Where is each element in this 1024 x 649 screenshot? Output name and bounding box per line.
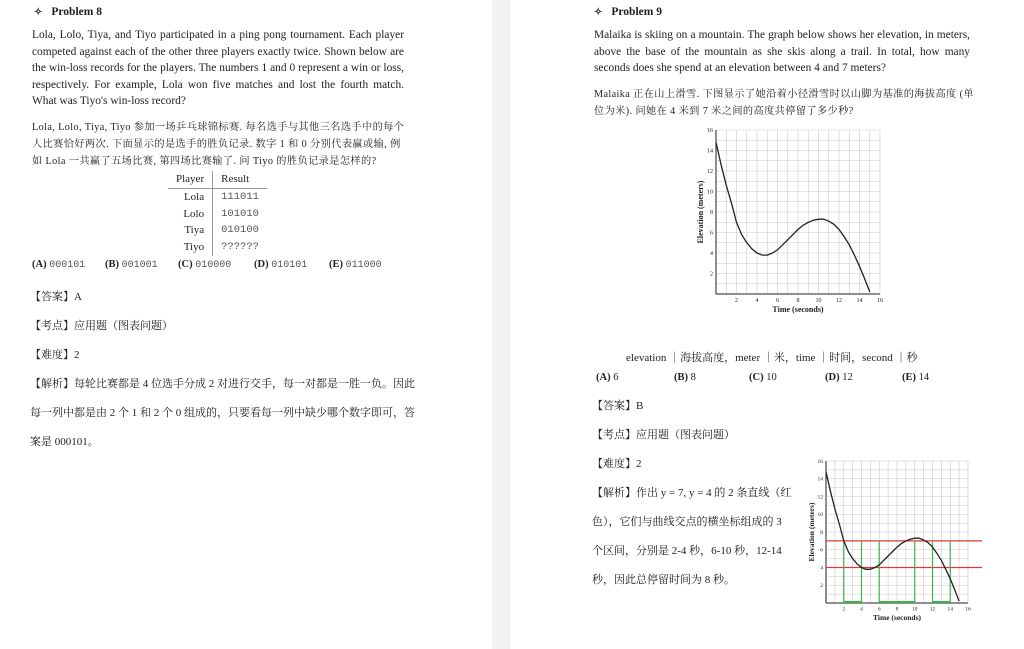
- answer: 【答案】B: [592, 400, 644, 412]
- analysis-line-4: 秒，因此总停留时间为 8 秒。: [592, 574, 735, 586]
- y-tick-label: 16: [817, 458, 823, 465]
- choice-b: [105, 259, 158, 271]
- problem-8-english: Lola, Lolo, Tiya, and Tiyo participated in a ping pong tournament. Each player competed against each of the other three players exactly twice. Shown below are the win-loss records for the players. The numbers 1 and 0 represent a win or loss, respectively. For example, Lola won five matches and lost the fourth match. What was Tiyo's win-loss record?: [32, 29, 404, 108]
- x-tick-label: 8: [796, 298, 800, 304]
- elevation-curve: [826, 472, 959, 602]
- diamond-icon: ✧: [594, 7, 603, 18]
- table-cell-player: Tiya: [168, 222, 213, 239]
- x-tick-label: 6: [776, 298, 779, 304]
- choice-label: (D): [254, 259, 269, 270]
- problem-8-title-text: Problem 8: [51, 6, 102, 18]
- y-axis-label: Elevation (meters): [806, 502, 816, 562]
- choice-value: 10: [766, 372, 777, 383]
- choice-value: 14: [918, 372, 930, 383]
- analysis-line-1: 【解析】作出 y = 7, y = 4 的 2 条直线（红: [592, 487, 792, 499]
- choice-value: 001001: [121, 260, 158, 271]
- table-cell-result: 010100: [221, 224, 259, 237]
- x-tick-label: 2: [735, 298, 738, 304]
- choice-label: (A): [32, 259, 47, 270]
- choice-d: [825, 372, 853, 383]
- problem-8-chinese: Lola, Lolo, Tiya, Tiyo 参加一场乒乓球锦标赛. 每名选手与其他三名选手中的每个人比赛恰好两次. 下面显示的是选手的胜负记录. 数字 1 和 0 分别代表赢或输, 例如 Lola 一共赢了五场比赛, 第四场比赛输了. 问 Tiyo 的胜负记录是怎样的?: [32, 122, 405, 167]
- choice-a: [596, 372, 618, 383]
- choice-label: (A): [596, 372, 611, 383]
- y-tick-label: 12: [817, 494, 823, 501]
- choice-value: 011000: [345, 260, 382, 271]
- choice-e: [902, 372, 929, 383]
- y-tick-label: 14: [817, 476, 823, 483]
- choice-value: 8: [690, 372, 696, 383]
- choice-c: [749, 372, 777, 383]
- problem-9-english: Malaika is skiing on a mountain. The graph below shows her elevation, in meters, above the base of the mountain as she skis along a trail. In total, how many seconds does she spend at an elevation between 4 and 7 meters?: [594, 29, 970, 75]
- y-axis-label: Elevation (meters): [695, 180, 705, 244]
- x-tick-label: 8: [895, 606, 899, 613]
- x-axis-label: Time (seconds): [873, 613, 921, 622]
- y-tick-label: 10: [817, 512, 823, 519]
- choice-label: (C): [178, 259, 193, 270]
- choice-value: 010101: [271, 260, 308, 271]
- x-tick-label: 16: [877, 298, 883, 304]
- page-gutter: [492, 0, 510, 649]
- analysis-line-3: 案是 000101。: [30, 436, 99, 448]
- problem-8-title: [34, 6, 102, 18]
- choice-label: (B): [674, 372, 688, 383]
- table-cell-result: 101010: [221, 207, 259, 220]
- choice-d: [254, 259, 307, 271]
- table-row: [168, 206, 267, 223]
- y-tick-label: 14: [707, 148, 713, 155]
- y-tick-label: 4: [710, 251, 713, 257]
- table-cell-result: 111011: [221, 190, 259, 203]
- table-cell-player: Tiyo: [168, 239, 213, 256]
- topic: 【考点】应用题（图表问题）: [592, 429, 735, 441]
- table-row: [168, 222, 267, 239]
- topic: 【考点】应用题（图表问题）: [30, 320, 173, 332]
- difficulty: 【难度】2: [592, 458, 642, 470]
- results-table: [168, 171, 267, 256]
- y-tick-label: 16: [707, 128, 713, 134]
- table-cell-player: Lola: [168, 188, 213, 205]
- x-tick-label: 10: [912, 606, 918, 613]
- diamond-icon: ✧: [34, 7, 43, 18]
- elevation-curve: [716, 142, 870, 292]
- choice-a: [32, 259, 85, 271]
- y-tick-label: 12: [707, 169, 713, 175]
- table-header-player: Player: [168, 171, 213, 188]
- x-tick-label: 6: [877, 606, 881, 613]
- elevation-chart-annotated: [798, 455, 988, 625]
- choice-c: [178, 259, 231, 271]
- choice-value: 12: [842, 372, 853, 383]
- analysis-line-1: 【解析】每轮比赛都是 4 位选手分成 2 对进行交手，每一对都是一胜一负。因此: [30, 378, 415, 390]
- y-tick-label: 8: [710, 210, 713, 216]
- table-row: [168, 188, 267, 205]
- x-tick-label: 4: [860, 606, 863, 613]
- analysis-line-3: 个区间，分别是 2-4 秒，6-10 秒，12-14: [592, 545, 782, 557]
- x-tick-label: 12: [929, 606, 936, 613]
- table-cell-player: Lolo: [168, 206, 213, 223]
- problem-9-title-text: Problem 9: [611, 6, 662, 18]
- table-header-row: [168, 171, 267, 188]
- x-tick-label: 14: [856, 298, 863, 304]
- choice-label: (B): [105, 259, 119, 270]
- y-tick-label: 10: [707, 189, 713, 196]
- x-tick-label: 12: [836, 298, 842, 304]
- answer: 【答案】A: [30, 291, 82, 303]
- table-row: [168, 239, 267, 256]
- elevation-chart: [680, 122, 892, 322]
- problem-9-chinese: Malaika 正在山上滑雪. 下图显示了她沿着小径滑雪时以山脚为基准的海拔高度 (单位为米). 问她在 4 米到 7 米之间的高度共停留了多少秒?: [594, 89, 974, 117]
- analysis-line-2: 色），它们与曲线交点的横坐标组成的 3: [592, 516, 782, 528]
- x-axis-label: Time (seconds): [772, 305, 824, 314]
- left-page: [0, 0, 492, 649]
- x-tick-label: 4: [755, 298, 759, 304]
- right-page: [510, 0, 1024, 649]
- y-tick-label: 8: [820, 529, 823, 536]
- choice-label: (E): [329, 259, 343, 270]
- choice-label: (D): [825, 372, 840, 383]
- results-table-wrap: [168, 171, 267, 256]
- x-tick-label: 16: [965, 606, 971, 613]
- y-tick-label: 6: [710, 230, 713, 237]
- x-tick-label: 10: [815, 298, 822, 304]
- y-tick-label: 6: [820, 547, 823, 554]
- table-cell-result: ??????: [221, 241, 259, 254]
- x-tick-label: 2: [842, 606, 846, 613]
- x-tick-label: 14: [947, 606, 953, 613]
- problem-9-title: [594, 6, 662, 18]
- table-header-result: Result: [213, 171, 267, 188]
- choice-value: 6: [613, 372, 619, 383]
- choice-label: (C): [749, 372, 764, 383]
- choice-value: 010000: [195, 260, 232, 271]
- choice-label: (E): [902, 372, 916, 383]
- y-tick-label: 2: [820, 583, 823, 590]
- y-tick-label: 2: [710, 271, 713, 278]
- analysis-line-2: 每一列中都是由 2 个 1 和 2 个 0 组成的，只要看每一列中缺少哪个数字即可，答: [30, 407, 415, 419]
- choice-e: [329, 259, 382, 271]
- y-tick-label: 4: [820, 565, 823, 572]
- vocab-line: elevation ｜海拔高度，meter ｜米，time ｜时间，second ｜秒: [626, 352, 918, 364]
- choice-value: 000101: [49, 260, 86, 271]
- choice-b: [674, 372, 696, 383]
- difficulty: 【难度】2: [30, 349, 80, 361]
